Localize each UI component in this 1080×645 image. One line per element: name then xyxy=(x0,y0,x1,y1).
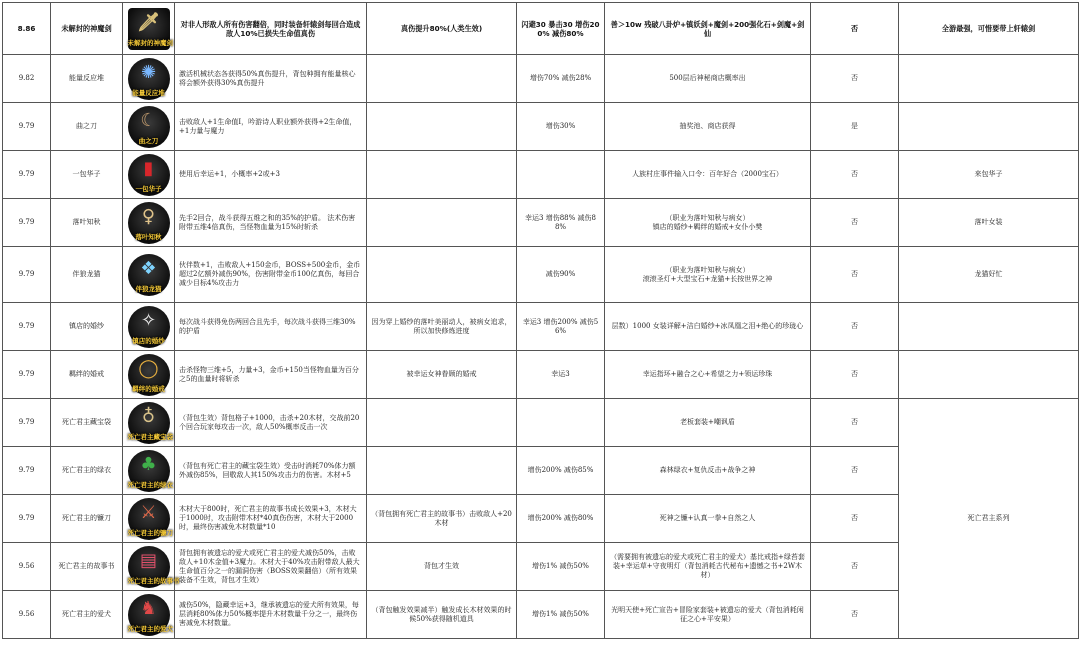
item-score: 9.79 xyxy=(3,199,51,247)
item-extra: （背包拥有死亡君主的故事书）击败敌人+20木材 xyxy=(367,495,517,543)
header-sell: 否 xyxy=(811,3,899,55)
item-source: 森林绿衣+复仇反击+战争之神 xyxy=(605,447,811,495)
item-icon-cell xyxy=(123,351,175,399)
item-source: 光明天使+死亡宣告+冒险家套装+被遗忘的爱犬（背包消耗闲征之心+平安果） xyxy=(605,591,811,639)
item-name: 落叶知秋 xyxy=(51,199,123,247)
item-stats: 增伤1% 减伤50% xyxy=(517,543,605,591)
item-name: 死亡君主的镰刀 xyxy=(51,495,123,543)
item-extra: 背包才生效 xyxy=(367,543,517,591)
item-source: 幸运指环+融合之心+希望之力+领运珍珠 xyxy=(605,351,811,399)
item-name: 死亡君主藏宝袋 xyxy=(51,399,123,447)
item-extra: （背包触发效果减半）触发成长木材效果的时候50%获得随机道具 xyxy=(367,591,517,639)
item-sell: 否 xyxy=(811,495,899,543)
item-icon-cell xyxy=(123,495,175,543)
item-sell: 否 xyxy=(811,247,899,303)
item-icon-cell xyxy=(123,55,175,103)
item-name: 伴狼龙猫 xyxy=(51,247,123,303)
item-icon-cell xyxy=(123,247,175,303)
item-series xyxy=(899,55,1079,103)
item-effect: 背包拥有被遗忘的爱犬或死亡君主的爱犬减伤50%，击败敌人+10木金值+3魔力。木材大于40%攻击附带敌人最大生命值百分之一的漏洞伤害（BOSS效果翻倍）（所有效果装备不生效，背包才生效） xyxy=(175,543,367,591)
item-name: 死亡君主的故事书 xyxy=(51,543,123,591)
item-effect: 激活机械状态各获得50%真伤提升，背包种拥有能量核心将会额外获得30%真伤提升 xyxy=(175,55,367,103)
item-sell: 否 xyxy=(811,303,899,351)
item-extra: 因为穿上婚纱的落叶美丽动人，被病女追求，所以加快修炼进度 xyxy=(367,303,517,351)
cigarette-pack-icon: ▮ 一包华子 xyxy=(128,154,170,196)
item-extra xyxy=(367,447,517,495)
item-effect: 击杀怪物三维+5，力量+3，金币+150当怪物血量为百分之5的血量时将斩杀 xyxy=(175,351,367,399)
header-effect: 对非人形敌人所有伤害翻倍，同时装备轩辕剑每回合造成敌人10%已损失生命值真伤 xyxy=(175,3,367,55)
header-score: 8.86 xyxy=(3,3,51,55)
item-source: 人族村庄事件输入口令：百年好合（2000宝石） xyxy=(605,151,811,199)
item-extra xyxy=(367,247,517,303)
table-row xyxy=(3,55,1079,103)
item-score: 9.56 xyxy=(3,543,51,591)
scythe-icon: ⚔ 死亡君主的镰刀 xyxy=(128,498,170,540)
item-source: 老板套装+嘲讽盾 xyxy=(605,399,811,447)
item-name: 镇店的婚纱 xyxy=(51,303,123,351)
item-stats: 减伤90% xyxy=(517,247,605,303)
item-series xyxy=(899,103,1079,151)
item-name: 死亡君主的爱犬 xyxy=(51,591,123,639)
item-score: 9.56 xyxy=(3,591,51,639)
item-score: 9.79 xyxy=(3,495,51,543)
item-sell: 否 xyxy=(811,399,899,447)
table-row xyxy=(3,199,1079,247)
item-score: 9.79 xyxy=(3,303,51,351)
item-table-sheet xyxy=(2,2,1078,639)
item-score: 9.79 xyxy=(3,351,51,399)
item-extra xyxy=(367,399,517,447)
item-series: 龙猫好忙 xyxy=(899,247,1079,303)
item-icon-cell xyxy=(123,399,175,447)
item-effect: 伙伴数+1，击败敌人+150金币，BOSS+500金币，金币超过2亿额外减伤90%，伤害附带金币100亿真伤，每回合减少目标4%攻击力 xyxy=(175,247,367,303)
header-stats: 闪避30 暴击30 增伤200% 减伤80% xyxy=(517,3,605,55)
item-extra: 被幸运女神眷顾的婚戒 xyxy=(367,351,517,399)
item-series: 落叶女装 xyxy=(899,199,1079,247)
table-row xyxy=(3,247,1079,303)
item-effect: 减伤50%，隐藏幸运+3，继承被遗忘的爱犬所有效果，每层消耗80%体力50%概率提升木材数量千分之一，最终伤害减免木材数量。 xyxy=(175,591,367,639)
item-name: 一包华子 xyxy=(51,151,123,199)
table-row xyxy=(3,399,1079,447)
item-stats: 增伤70% 减伤28% xyxy=(517,55,605,103)
ring-icon: ◯ 羁绊的婚戒 xyxy=(128,354,170,396)
item-source: 层数）1000 女装详解+洁白婚纱+冰凤凰之泪+绝心的珍珑心 xyxy=(605,303,811,351)
header-source: 善＞10w 残破八卦炉+镇妖剑+魔剑+200强化石+剑魔+剑仙 xyxy=(605,3,811,55)
item-sell: 否 xyxy=(811,591,899,639)
table-row xyxy=(3,151,1079,199)
header-row xyxy=(3,3,1079,55)
item-effect: （背包有死亡君主的藏宝袋生效）受击时消耗70%体力额外减伤85%，回敬敌人其150%攻击力的伤害。木材+5 xyxy=(175,447,367,495)
treasure-bag-icon: ♁ 死亡君主藏宝袋 xyxy=(128,402,170,444)
item-sell: 否 xyxy=(811,199,899,247)
item-name: 能量反应堆 xyxy=(51,55,123,103)
item-icon-cell xyxy=(123,103,175,151)
item-effect: 使用后幸运+1，小概率+2或+3 xyxy=(175,151,367,199)
item-icon-cell xyxy=(123,199,175,247)
header-name: 未解封的神魔剑 xyxy=(51,3,123,55)
header-icon-cell xyxy=(123,3,175,55)
hound-icon: ♞ 死亡君主的爱犬 xyxy=(128,594,170,636)
item-series xyxy=(899,303,1079,351)
item-effect: 木材大于800时，死亡君主的故事书成长效果+3，木材大于1000时，攻击附带木材*40真伤伤害，木材大于2000时，最终伤害减免木材数量*10 xyxy=(175,495,367,543)
maiden-icon: ♀ 落叶知秋 xyxy=(128,202,170,244)
dragon-cat-icon: ❖ 伴狼龙猫 xyxy=(128,254,170,296)
item-score: 9.79 xyxy=(3,447,51,495)
item-sell: 否 xyxy=(811,151,899,199)
item-stats xyxy=(517,399,605,447)
header-series: 全游最强，可惜要带上轩辕剑 xyxy=(899,3,1079,55)
reactor-icon: ✺ 能量反应堆 xyxy=(128,58,170,100)
item-effect: 每次战斗获得免伤两回合且先手，每次战斗获得三维30%的护盾 xyxy=(175,303,367,351)
header-extra: 真伤提升80%(人类生效) xyxy=(367,3,517,55)
item-source: 抽奖池、商店获得 xyxy=(605,103,811,151)
item-score: 9.79 xyxy=(3,399,51,447)
item-stats xyxy=(517,151,605,199)
table-row xyxy=(3,303,1079,351)
item-sell: 否 xyxy=(811,543,899,591)
item-effect: 击败敌人+1生命值I，吟游诗人职业额外获得+2生命值，+1力量与魔力 xyxy=(175,103,367,151)
item-source: （职业为落叶知秋与病女） 滚滚圣灯+大型宝石+龙猫+长按世界之神 xyxy=(605,247,811,303)
item-name: 羁绊的婚戒 xyxy=(51,351,123,399)
wedding-dress-icon: ✧ 镇店的婚纱 xyxy=(128,306,170,348)
series-merged-cell: 死亡君主系列 xyxy=(899,399,1079,639)
item-sell: 是 xyxy=(811,103,899,151)
item-stats: 增伤1% 减伤50% xyxy=(517,591,605,639)
item-icon-cell xyxy=(123,447,175,495)
item-stats: 幸运3 增伤200% 减伤56% xyxy=(517,303,605,351)
item-icon-cell xyxy=(123,151,175,199)
item-table xyxy=(2,2,1079,639)
item-effect: 先手2回合，战斗获得五维之和的35%的护盾。 法术伤害附带五维4倍真伤，当怪物血量为15%时斩杀 xyxy=(175,199,367,247)
item-extra xyxy=(367,103,517,151)
item-icon-cell xyxy=(123,591,175,639)
item-sell: 否 xyxy=(811,55,899,103)
green-robe-icon: ♣ 死亡君主的绿衣 xyxy=(128,450,170,492)
item-stats: 幸运3 增伤88% 减伤88% xyxy=(517,199,605,247)
item-score: 9.82 xyxy=(3,55,51,103)
item-score: 9.79 xyxy=(3,247,51,303)
item-stats: 增伤30% xyxy=(517,103,605,151)
table-row xyxy=(3,103,1079,151)
sword-icon: 🗡 未解封的神魔剑 xyxy=(128,8,170,50)
item-extra xyxy=(367,55,517,103)
item-sell: 否 xyxy=(811,351,899,399)
item-extra xyxy=(367,199,517,247)
item-icon-cell xyxy=(123,543,180,591)
item-icon-cell xyxy=(123,303,175,351)
item-name: 曲之刀 xyxy=(51,103,123,151)
curved-blade-icon: ☾ 曲之刀 xyxy=(128,106,170,148)
item-source: 500层后神秘商店概率出 xyxy=(605,55,811,103)
item-stats: 增伤200% 减伤85% xyxy=(517,447,605,495)
item-source: （职业为落叶知秋与病女） 镇店的婚纱+羁绊的婚戒+女仆小樊 xyxy=(605,199,811,247)
story-book-icon: ▤ 死亡君主的故事书 xyxy=(128,546,170,588)
item-stats: 增伤200% 减伤80% xyxy=(517,495,605,543)
item-source: 死神之镰+认真一拳+自然之人 xyxy=(605,495,811,543)
item-series: 来包华子 xyxy=(899,151,1079,199)
item-extra xyxy=(367,151,517,199)
item-name: 死亡君主的绿衣 xyxy=(51,447,123,495)
item-effect: （背包生效）背包格子+1000，击杀+20木材，交战前20个回合玩家每攻击一次，敌人50%概率反击一次 xyxy=(175,399,367,447)
item-sell: 否 xyxy=(811,447,899,495)
table-row xyxy=(3,351,1079,399)
item-source: （需要拥有被遗忘的爱犬或死亡君主的爱犬）基比戒指+绿苔套装+幸运草+守夜明灯（背包消耗古代秘布+遗憾之书+2W木材） xyxy=(605,543,811,591)
item-stats: 幸运3 xyxy=(517,351,605,399)
item-series xyxy=(899,351,1079,399)
item-score: 9.79 xyxy=(3,151,51,199)
item-score: 9.79 xyxy=(3,103,51,151)
